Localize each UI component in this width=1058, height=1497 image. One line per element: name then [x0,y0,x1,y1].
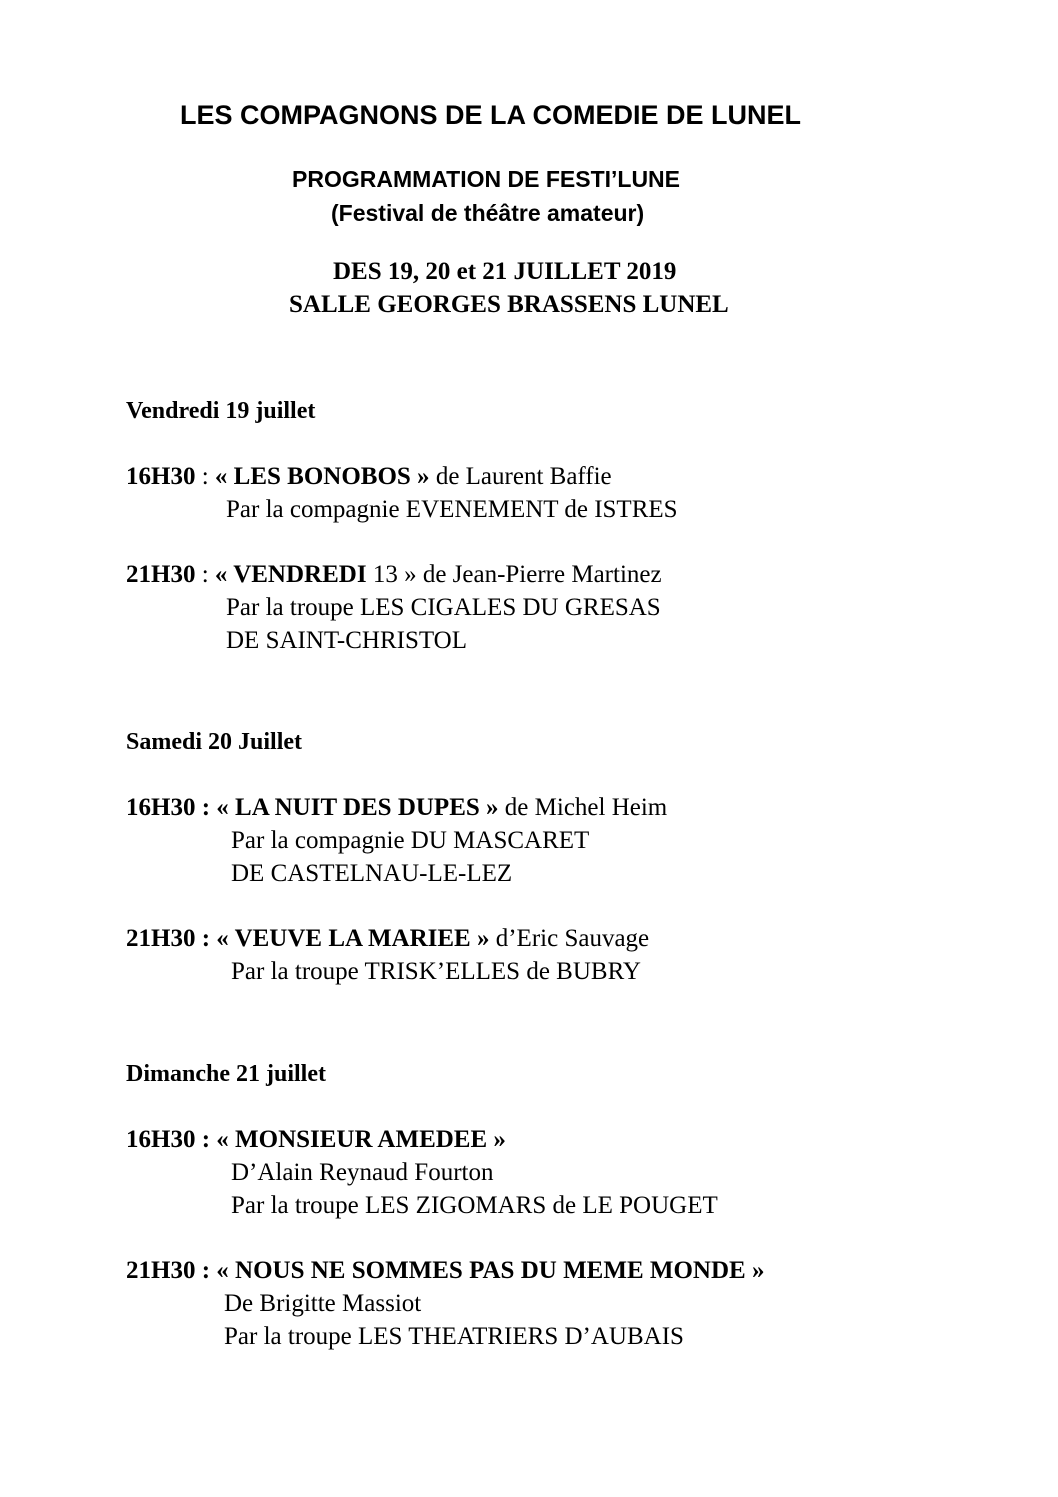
day-heading-friday: Vendredi 19 juillet [126,398,316,424]
show-separator: : [195,463,215,490]
show-time: 21H30 : [126,1257,211,1284]
show-friday-2 [126,561,662,589]
event-dates: DES 19, 20 et 21 JUILLET 2019 [333,258,677,285]
show-time: 16H30 [126,463,196,490]
show-title: « MONSIEUR AMEDEE » [216,1126,506,1153]
show-title: « VEUVE LA MARIEE » [216,925,490,952]
show-company-line: Par la compagnie DU MASCARET [231,827,590,854]
show-title: « VENDREDI [214,561,367,588]
show-title: « LA NUIT DES DUPES » [216,794,499,821]
show-author: de Jean-Pierre Martinez [416,561,662,588]
show-saturday-1 [126,794,667,822]
show-company-line: DE CASTELNAU-LE-LEZ [231,860,513,887]
show-time: 16H30 : [126,1126,211,1153]
show-author-line: D’Alain Reynaud Fourton [231,1159,494,1186]
program-subtitle: (Festival de théâtre amateur) [331,200,645,226]
show-title-rest: 13 » [366,561,417,588]
show-company-line: DE SAINT-CHRISTOL [226,627,467,654]
show-company-line: Par la troupe LES CIGALES DU GRESAS [226,594,661,621]
show-separator: : [195,561,215,588]
show-title: « LES BONOBOS » [214,463,430,490]
event-venue: SALLE GEORGES BRASSENS LUNEL [289,291,729,318]
show-author: de Michel Heim [498,794,668,821]
show-sunday-2 [126,1257,764,1285]
show-author: d’Eric Sauvage [489,925,650,952]
show-company-line: Par la troupe LES THEATRIERS D’AUBAIS [224,1323,684,1350]
page-title: LES COMPAGNONS DE LA COMEDIE DE LUNEL [180,100,802,130]
day-heading-sunday: Dimanche 21 juillet [126,1061,326,1087]
show-title: « NOUS NE SOMMES PAS DU MEME MONDE » [216,1257,765,1284]
show-company-line: Par la troupe LES ZIGOMARS de LE POUGET [231,1192,718,1219]
show-sunday-1 [126,1126,506,1154]
show-friday-1 [126,463,612,491]
show-time: 16H30 : [126,794,211,821]
show-time: 21H30 [126,561,196,588]
show-author: de Laurent Baffie [429,463,612,490]
show-time: 21H30 : [126,925,211,952]
program-title: PROGRAMMATION DE FESTI’LUNE [292,166,681,192]
show-author-line: De Brigitte Massiot [224,1290,422,1317]
show-company-line: Par la troupe TRISK’ELLES de BUBRY [231,958,641,985]
show-company-line: Par la compagnie EVENEMENT de ISTRES [226,496,678,523]
show-saturday-2 [126,925,649,953]
day-heading-saturday: Samedi 20 Juillet [126,729,303,755]
